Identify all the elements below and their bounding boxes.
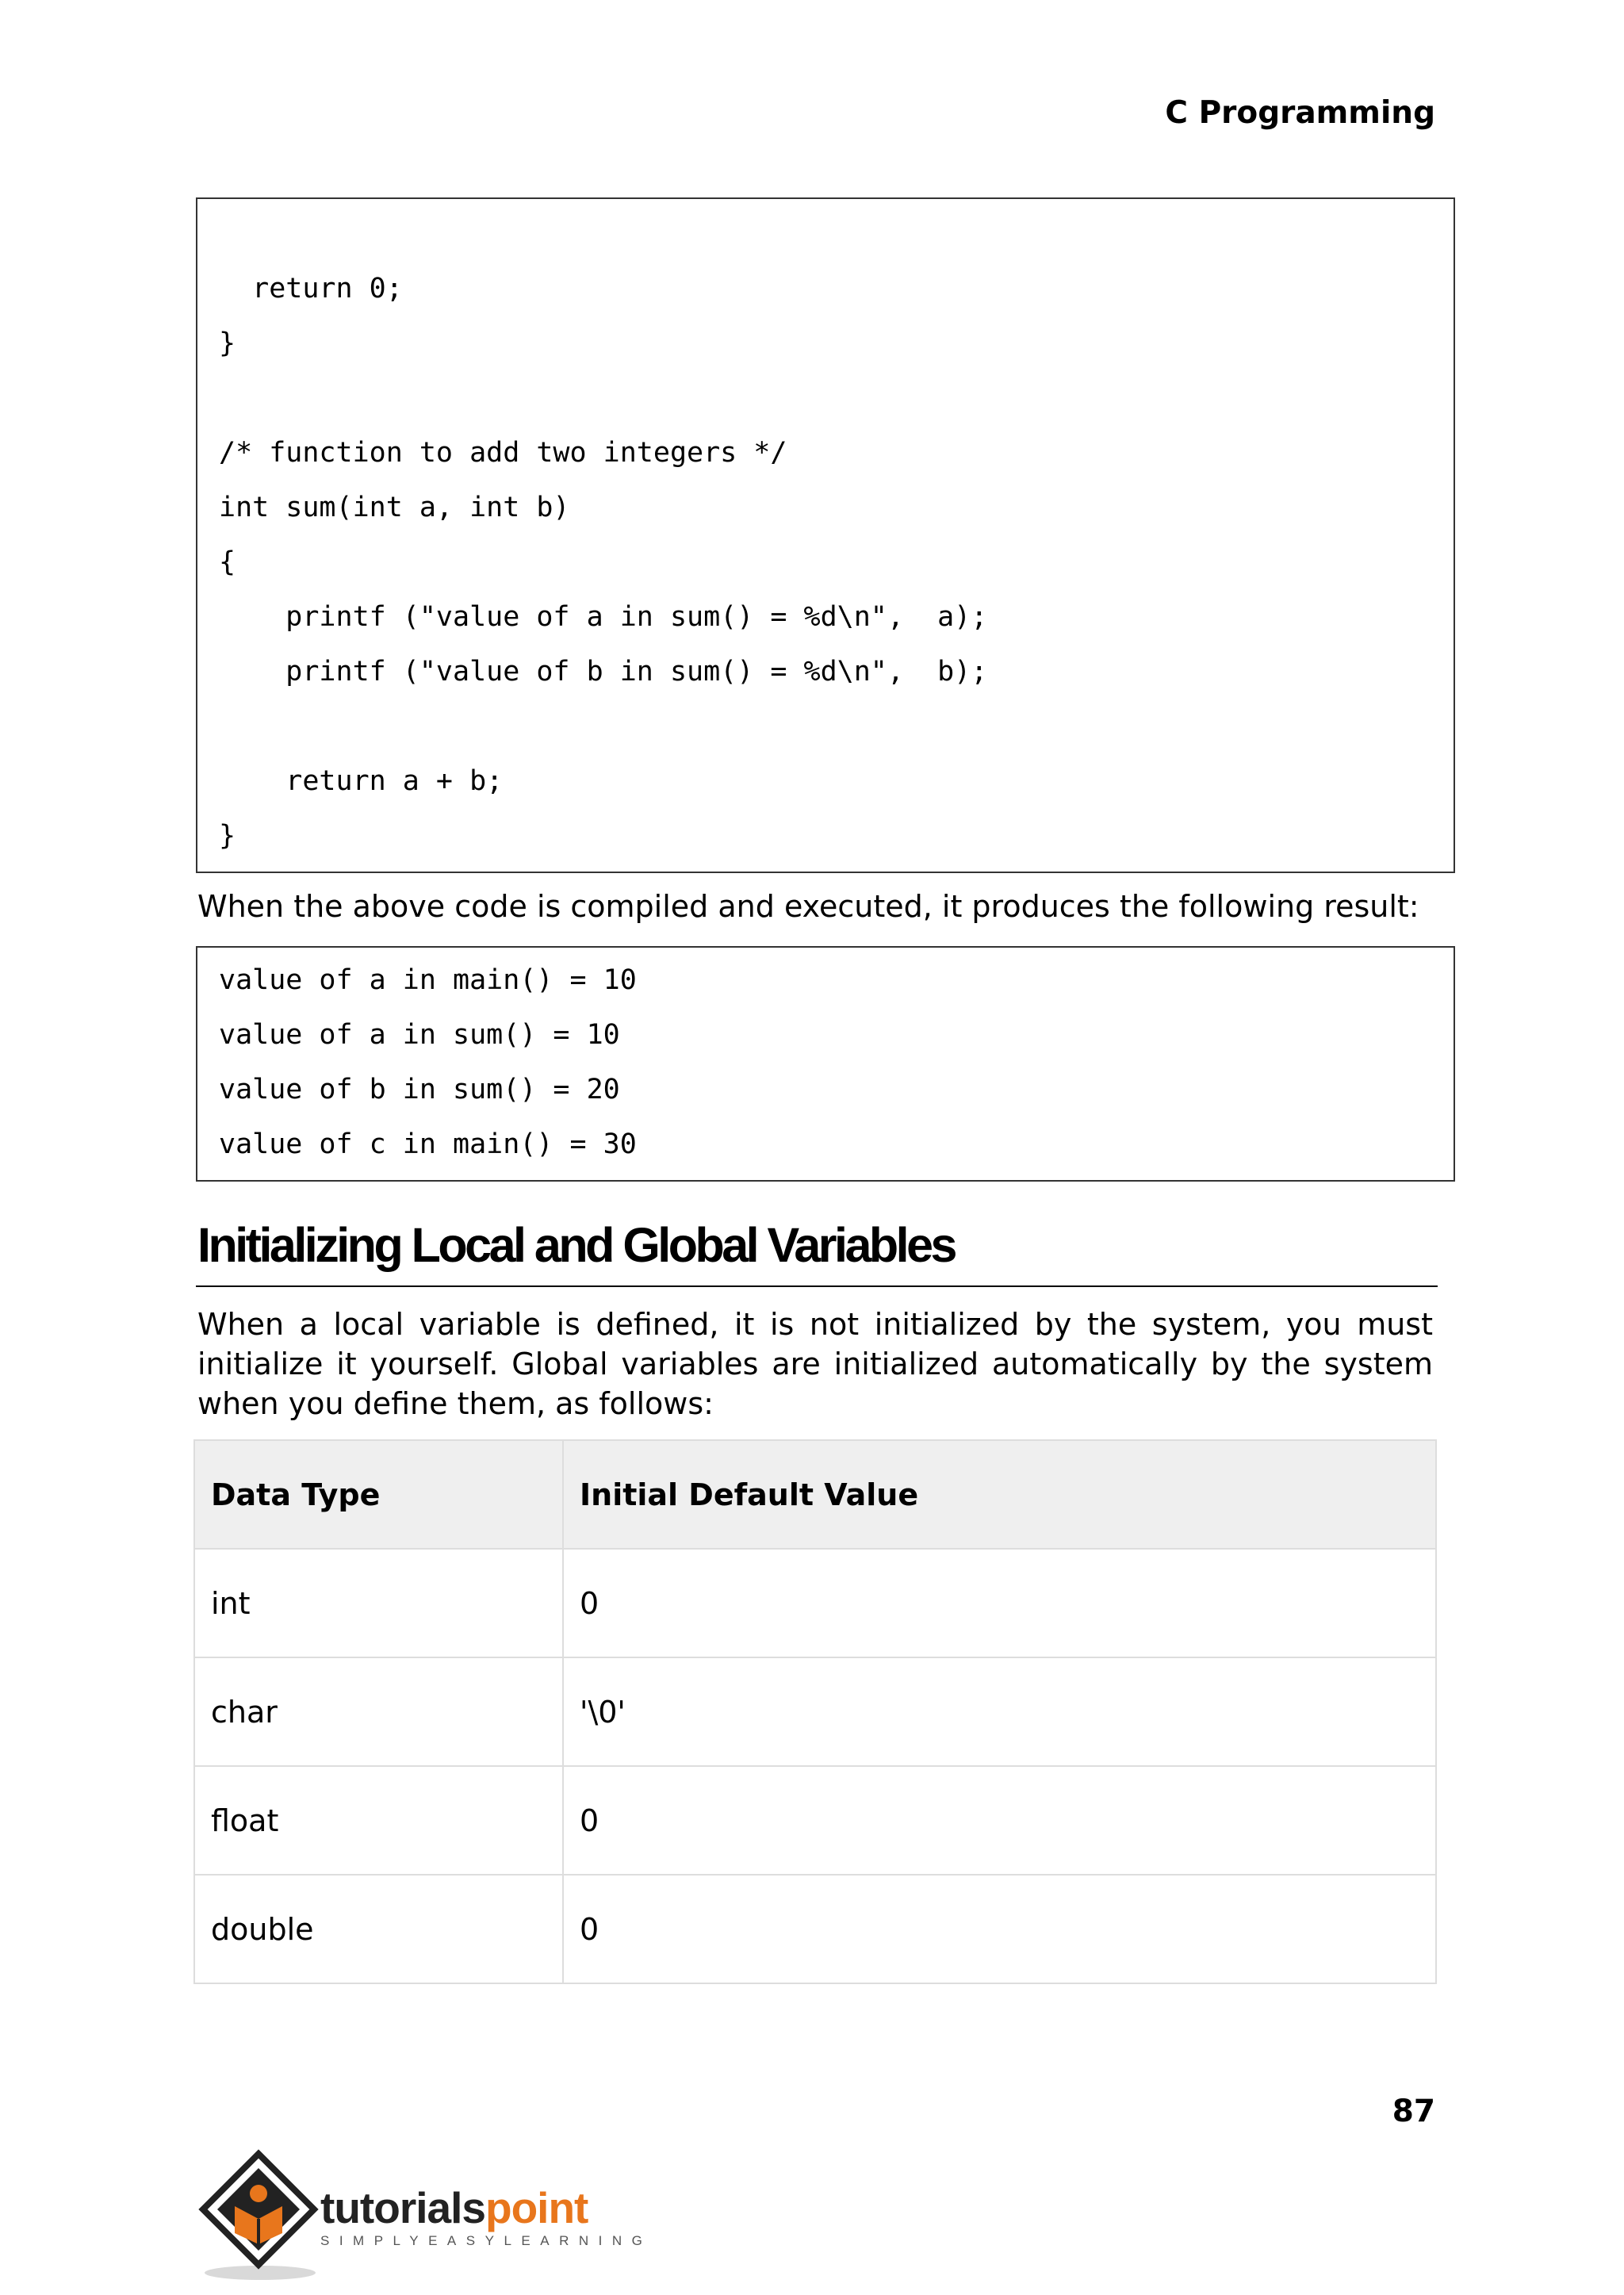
output-line: value of b in sum() = 20: [219, 1074, 620, 1105]
table-cell: 0: [563, 1549, 1436, 1657]
table-cell: 0: [563, 1875, 1436, 1983]
logo-word-1: tutorials: [320, 2183, 485, 2232]
header-cell: Initial Default Value: [563, 1440, 1436, 1549]
output-block: [196, 946, 1455, 1182]
table-cell: '\0': [563, 1657, 1436, 1766]
table-cell: 0: [563, 1766, 1436, 1875]
logo-diamond-icon: [195, 2147, 322, 2282]
logo-wordmark: [320, 2182, 588, 2233]
page-number: 87: [1392, 2094, 1435, 2129]
table-header-row: [194, 1440, 1436, 1549]
code-line: /* function to add two integers */: [219, 437, 787, 469]
table-cell: char: [194, 1657, 563, 1766]
code-line: return 0;: [219, 273, 403, 305]
table-cell: int: [194, 1549, 563, 1657]
table-row: [194, 1875, 1436, 1983]
section-heading: Initializing Local and Global Variables: [197, 1218, 955, 1272]
code-line: }: [219, 328, 236, 359]
logo-word-2: point: [485, 2183, 588, 2232]
table-row: [194, 1549, 1436, 1657]
output-line: value of c in main() = 30: [219, 1128, 637, 1160]
section-paragraph: When a local variable is defined, it is not initialized by the system, you must initialize it yourself. Global variables are initialized automatically by the system when you define them, as follows:: [197, 1307, 1433, 1421]
code-line: printf ("value of b in sum() = %d\n", b);: [219, 656, 988, 688]
tutorialspoint-logo: [195, 2147, 653, 2282]
header-cell: Data Type: [194, 1440, 563, 1549]
table-cell: double: [194, 1875, 563, 1983]
table-row: [194, 1657, 1436, 1766]
code-line: {: [219, 546, 236, 578]
output-line: value of a in main() = 10: [219, 964, 637, 996]
heading-rule: [196, 1285, 1438, 1287]
code-line: return a + b;: [219, 765, 504, 797]
code-block: [196, 197, 1455, 873]
table-row: [194, 1766, 1436, 1875]
code-line: printf ("value of a in sum() = %d\n", a);: [219, 601, 988, 633]
code-line: }: [219, 820, 236, 852]
code-line: int sum(int a, int b): [219, 492, 570, 523]
default-values-table: [193, 1439, 1437, 1984]
result-intro-text: When the above code is compiled and executed, it produces the following result:: [197, 889, 1419, 924]
table-cell: float: [194, 1766, 563, 1875]
output-line: value of a in sum() = 10: [219, 1019, 620, 1051]
running-header: C Programming: [1165, 95, 1435, 131]
logo-tagline: SIMPLYEASYLEARNING: [320, 2233, 653, 2248]
